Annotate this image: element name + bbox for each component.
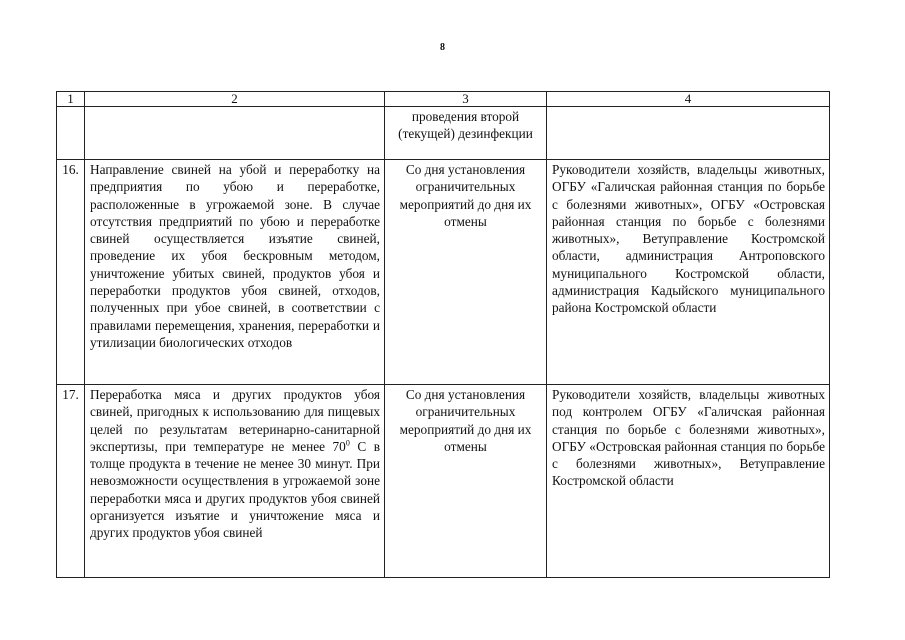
period-text: Со дня установления ограничительных мероприятий до дня их отмены <box>385 160 547 385</box>
page-number: 8 <box>440 42 445 53</box>
responsible-text: Руководители хозяйств, владельцы животных под контролем ОГБУ «Галичская районная станция по борьбе с болезнями животных», ОГБУ «Островская районная станция по борьбе с болезнями животных», Ветуправление Костромской области <box>547 385 830 578</box>
table-row <box>57 160 830 385</box>
continuation-responsible-cell <box>547 107 830 160</box>
header-col-2: 2 <box>85 92 385 107</box>
responsible-text: Руководители хозяйств, владельцы животных, ОГБУ «Галичская районная станция по борьбе с болезнями животных», ОГБУ «Островская районная станция по борьбе с болезнями животных», Ветуправление Костромской области, администрация Антроповского муниципального Костромской области, администрация Кадыйского муниципального района Костромской области <box>547 160 830 385</box>
table-row <box>57 385 830 578</box>
measure-text-end: С в толще продукта в течение не менее 30 минут. При невозможности осуществления в угрожаемой зоне переработки мяса и других продуктов убоя свиней организуется изъятие и уничтожение мяса и других продуктов убоя свиней <box>90 438 381 541</box>
header-col-1: 1 <box>57 92 85 107</box>
measures-table <box>56 91 830 578</box>
row-number: 16. <box>57 160 85 385</box>
header-col-3: 3 <box>385 92 547 107</box>
measure-text: Направление свиней на убой и переработку на предприятия по убою и переработке, расположенные в угрожаемой зоне. В случае отсутствия предприятий по убою и переработке свиней осуществляется изъятие свиней, проведение их убоя бескровным методом, уничтожение убитых свиней, продуктов убоя и переработки продуктов убоя свиней, отходов, полученных при убое свиней, в соответствии с правилами перемещения, хранения, переработки и утилизации биологических отходов <box>85 160 385 385</box>
continuation-row <box>57 107 830 160</box>
continuation-period-cell: проведения второй (текущей) дезинфекции <box>385 107 547 160</box>
row-number: 17. <box>57 385 85 578</box>
header-col-4: 4 <box>547 92 830 107</box>
period-text: Со дня установления ограничительных мероприятий до дня их отмены <box>385 385 547 578</box>
measure-text-start: Переработка мяса и других продуктов убоя свиней, пригодных к использованию для пищевых целей по результатам ветеринарно-санитарной экспертизы, при температуре не менее 70 <box>90 387 380 454</box>
continuation-measure-cell <box>85 107 385 160</box>
table-header-row <box>57 92 830 107</box>
continuation-num-cell <box>57 107 85 160</box>
measure-text <box>85 385 385 578</box>
degree-superscript: 0 <box>345 438 350 448</box>
